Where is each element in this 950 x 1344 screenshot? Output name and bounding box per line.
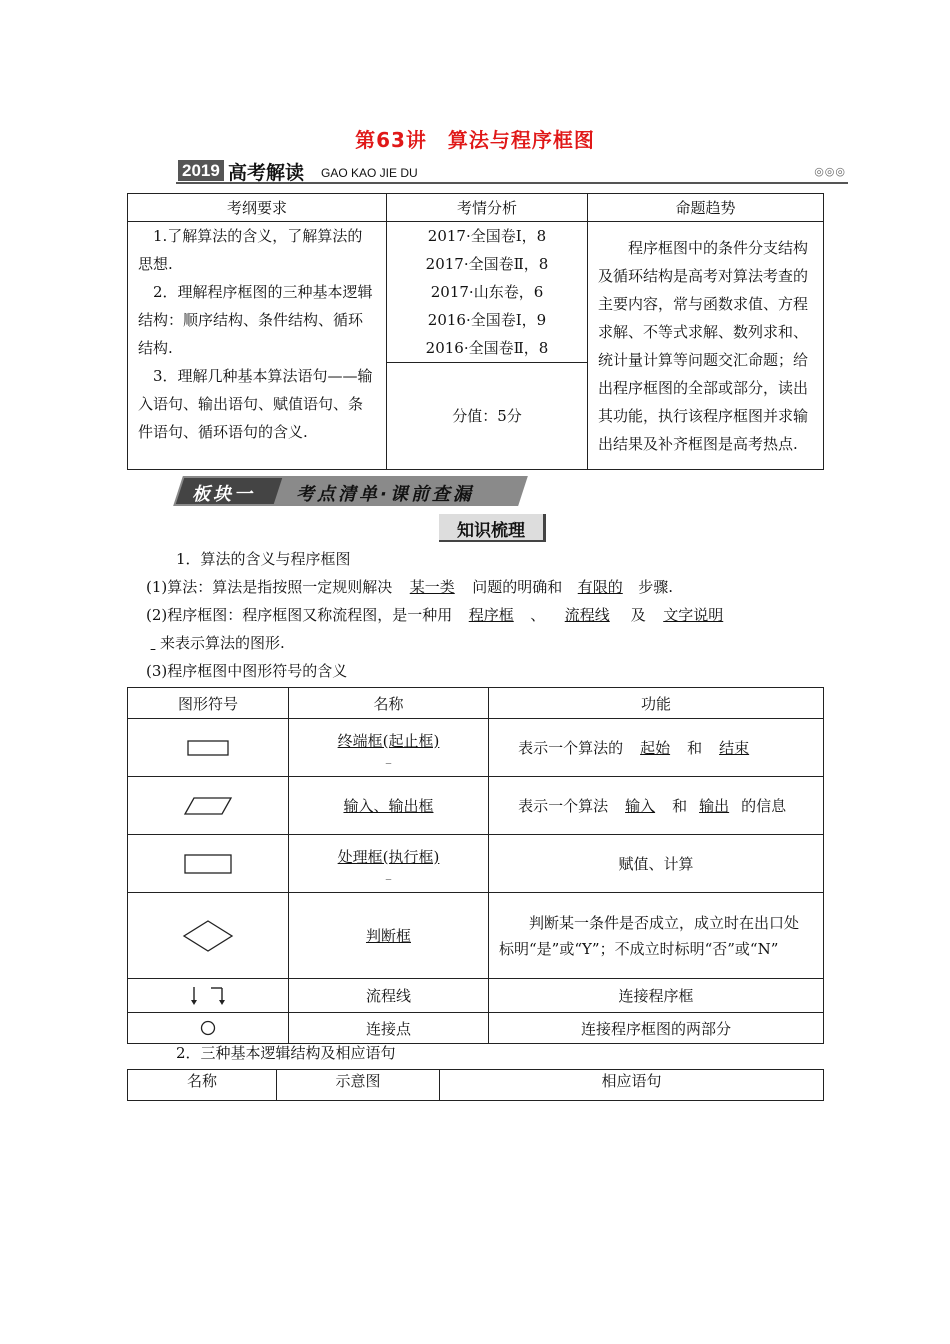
structure-header: 示意图: [277, 1070, 440, 1101]
banner-dots-icon: ◎◎◎: [814, 165, 846, 178]
symbol-header: 功能: [489, 688, 824, 719]
exam-analysis: [387, 222, 588, 363]
symbol-name: 连接点: [289, 1013, 489, 1044]
paragraph-symbols: (3)程序框图中图形符号的含义: [146, 662, 348, 680]
symbol-header: 图形符号: [128, 688, 289, 719]
table-row: [128, 1013, 824, 1044]
blank-answer: 有限的: [577, 578, 623, 596]
requirement-item: 2．理解程序框图的三种基本逻辑结构：顺序结构、条件结构、循环结构.: [138, 283, 373, 357]
blank-answer: 流程线: [564, 606, 610, 624]
heading-1: 1．算法的含义与程序框图: [176, 550, 351, 568]
analysis-item: 2017·山东卷，6: [430, 283, 544, 301]
banner-label-en: GAO KAO JIE DU: [321, 166, 418, 180]
blank-answer: 文字说明: [663, 606, 724, 624]
table-row: 处理框(执行框) _ 赋值、计算: [128, 835, 824, 893]
symbol-function: 赋值、计算: [489, 835, 824, 893]
symbol-table: [127, 687, 824, 1044]
blank-answer: 输入: [625, 796, 656, 815]
blank-answer: 某一类: [409, 578, 455, 596]
exam-banner: [176, 158, 848, 184]
exam-trend: 程序框图中的条件分支结构及循环结构是高考对算法考查的主要内容，常与函数求值、方程求解、不等式求解、数列求和、统计量计算等问题交汇命题；给出程序框图的全部或部分，读出其功能，执行该程序框图并求输出结果及补齐框图是高考热点.: [588, 222, 824, 470]
symbol-function: 判断某一条件是否成立，成立时在出口处标明“是”或“Y”；不成立时标明“否”或“N”: [489, 893, 824, 979]
exam-header-trend: 命题趋势: [588, 194, 824, 222]
symbol-function: 连接程序框: [489, 979, 824, 1013]
analysis-item: 2017·全国卷Ⅱ，8: [425, 255, 549, 273]
blank-answer: 结束: [719, 738, 750, 757]
symbol-name: 处理框(执行框): [337, 848, 440, 866]
knowledge-label: 知识梳理: [457, 521, 525, 541]
structure-table: [127, 1069, 824, 1101]
structure-header: 相应语句: [440, 1070, 824, 1101]
io-symbol-icon: [128, 777, 289, 835]
page-title: 第63讲 算法与程序框图: [355, 128, 595, 152]
symbol-function: 连接程序框图的两部分: [489, 1013, 824, 1044]
section-label-a: 板块一: [192, 484, 255, 505]
terminal-symbol-icon: [128, 719, 289, 777]
analysis-item: 2016·全国卷Ⅱ，8: [425, 339, 549, 357]
symbol-name: 判断框: [365, 927, 411, 945]
section-label-b: 考点清单·课前查漏: [296, 484, 474, 505]
banner-year: 2019: [178, 160, 224, 181]
structure-header: 名称: [128, 1070, 277, 1101]
banner-label: 高考解读: [228, 162, 305, 184]
requirement-item: 1.了解算法的含义，了解算法的思想.: [138, 227, 363, 273]
blank-answer: [146, 633, 160, 653]
banner-rule: [176, 182, 848, 184]
blank-answer: 输出: [699, 796, 730, 815]
paragraph-algorithm: (1)算法：算法是指按照一定规则解决 某一类 问题的明确和 有限的 步骤.: [146, 578, 674, 596]
exam-requirements: [128, 222, 387, 470]
process-symbol-icon: [128, 835, 289, 893]
symbol-name: 输入、输出框: [343, 797, 434, 815]
table-row: 终端框(起止框) _ 表示一个算法的 起始 和 结束: [128, 719, 824, 777]
table-row: [128, 979, 824, 1013]
exam-header-analysis: 考情分析: [387, 194, 588, 222]
connector-symbol-icon: [128, 1013, 289, 1044]
exam-score: 分值：5分: [387, 363, 588, 470]
symbol-header: 名称: [289, 688, 489, 719]
analysis-item: 2016·全国卷Ⅰ，9: [427, 311, 547, 329]
exam-table: [127, 193, 824, 470]
requirement-item: 3．理解几种基本算法语句——输入语句、输出语句、赋值语句、条件语句、循环语句的含义.: [138, 367, 373, 441]
table-row: [128, 893, 824, 979]
paragraph-flowchart-cont: 来表示算法的图形.: [146, 633, 285, 653]
blank-answer: 起始: [640, 738, 671, 757]
symbol-name: 终端框(起止框): [337, 732, 440, 750]
exam-header-requirements: 考纲要求: [128, 194, 387, 222]
analysis-item: 2017·全国卷Ⅰ，8: [427, 227, 547, 245]
blank-answer: 程序框: [468, 606, 514, 624]
table-row: 输入、输出框 表示一个算法 输入 和 输出 的信息: [128, 777, 824, 835]
symbol-name: 流程线: [289, 979, 489, 1013]
decision-symbol-icon: [128, 893, 289, 979]
heading-2: 2．三种基本逻辑结构及相应语句: [176, 1044, 396, 1062]
flowline-symbol-icon: [128, 979, 289, 1013]
paragraph-flowchart: (2)程序框图：程序框图又称流程图，是一种用 程序框 、 流程线 及 文字说明: [146, 605, 734, 625]
